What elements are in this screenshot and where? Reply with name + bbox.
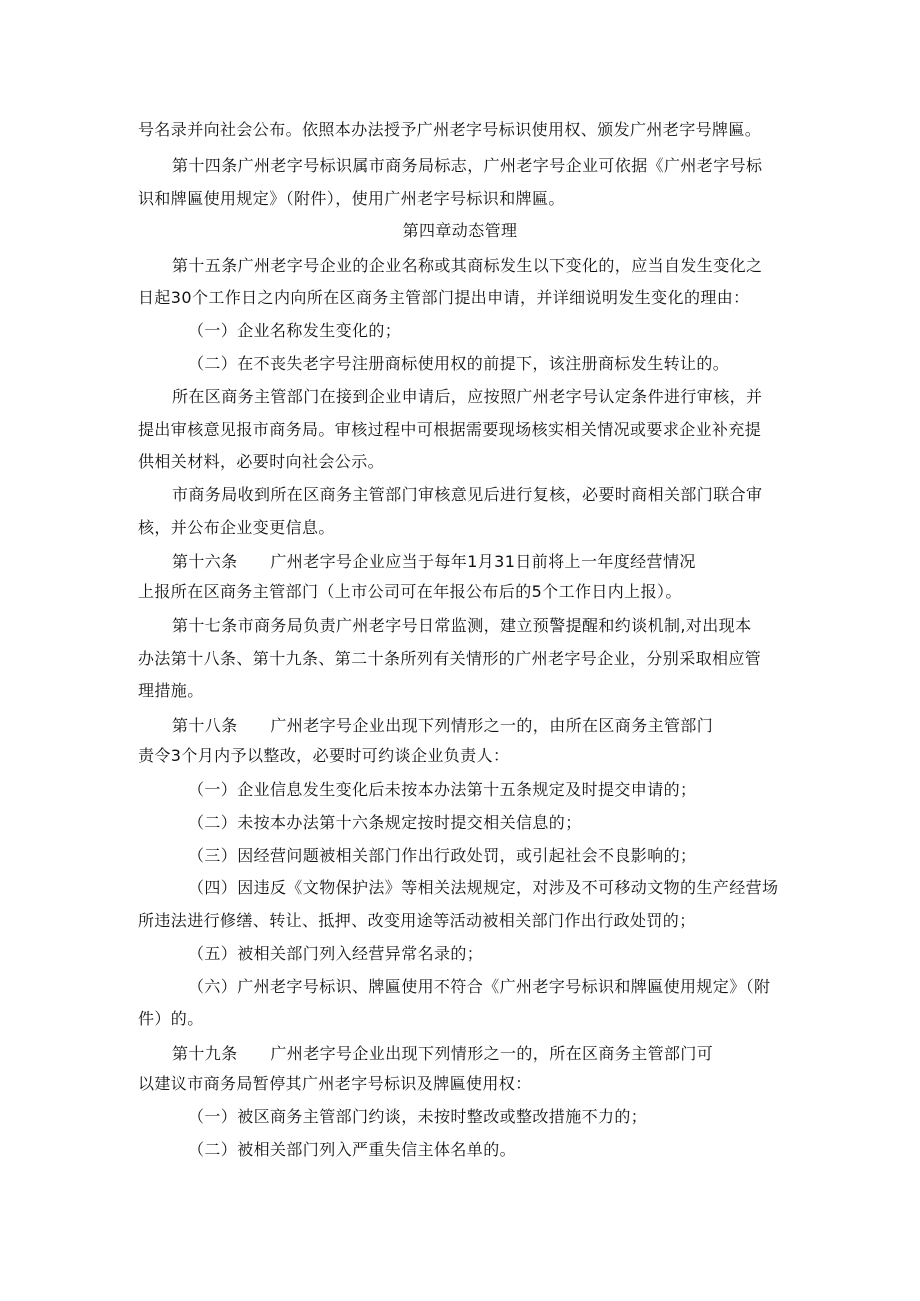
text-line: （一）企业名称发生变化的； [188, 321, 402, 340]
text-line: 号名录并向社会公布。依照本办法授予广州老字号标识使用权、颁发广州老字号牌匾。 [138, 120, 762, 139]
text-line: 第十六条 广州老字号企业应当于每年1月31日前将上一年度经营情况 [172, 552, 696, 571]
text-line: 所在区商务主管部门在接到企业申请后，应按照广州老字号认定条件进行审核，并 [172, 387, 763, 406]
text-line: 核，并公布企业变更信息。 [138, 518, 335, 537]
text-line: 提出审核意见报市商务局。审核过程中可根据需要现场核实相关情况或要求企业补充提 [138, 420, 762, 439]
text-line: （二）被相关部门列入严重失信主体名单的。 [188, 1140, 517, 1159]
text-line: 以建议市商务局暂停其广州老字号标识及牌匾使用权： [138, 1074, 532, 1093]
text-line: 第十九条 广州老字号企业出现下列情形之一的，所在区商务主管部门可 [172, 1044, 714, 1063]
text-line: 理措施。 [138, 681, 204, 700]
text-line: 供相关材料，必要时向社会公示。 [138, 452, 385, 471]
text-line: 件）的。 [138, 1009, 204, 1028]
text-line: 日起30个工作日之内向所在区商务主管部门提出申请，并详细说明发生变化的理由： [138, 288, 750, 307]
text-line: 第十五条广州老字号企业的企业名称或其商标发生以下变化的，应当自发生变化之 [172, 256, 763, 275]
text-line: （一）被区商务主管部门约谈，未按时整改或整改措施不力的； [188, 1107, 648, 1126]
text-line: 办法第十八条、第十九条、第二十条所列有关情形的广州老字号企业，分别采取相应管 [138, 649, 762, 668]
text-line: （一）企业信息发生变化后未按本办法第十五条规定及时提交申请的； [188, 780, 697, 799]
chapter-heading: 第四章动态管理 [402, 221, 518, 240]
text-line: 第十七条市商务局负责广州老字号日常监测，建立预警提醒和约谈机制,对出现本 [172, 616, 752, 635]
text-line: 市商务局收到所在区商务主管部门审核意见后进行复核，必要时商相关部门联合审 [172, 485, 763, 504]
text-line: （二）未按本办法第十六条规定按时提交相关信息的； [188, 813, 582, 832]
text-line: 所违法进行修缮、转让、抵押、改变用途等活动被相关部门作出行政处罚的； [138, 911, 696, 930]
text-line: （五）被相关部门列入经营异常名录的； [188, 944, 484, 963]
text-line: （四）因违反《文物保护法》等相关法规规定，对涉及不可移动文物的生产经营场 [188, 878, 779, 897]
text-line: 第十八条 广州老字号企业出现下列情形之一的，由所在区商务主管部门 [172, 716, 714, 735]
text-line: （二）在不丧失老字号注册商标使用权的前提下，该注册商标发生转让的。 [188, 354, 730, 373]
text-line: 第十四条广州老字号标识属市商务局标志，广州老字号企业可依据《广州老字号标 [172, 156, 763, 175]
text-line: （三）因经营问题被相关部门作出行政处罚，或引起社会不良影响的； [188, 846, 697, 865]
text-line: 责令3个月内予以整改，必要时可约谈企业负责人： [138, 746, 510, 765]
text-line: 上报所在区商务主管部门（上市公司可在年报公布后的5个工作日内上报）。 [138, 582, 682, 601]
text-line: 识和牌匾使用规定》（附件），使用广州老字号标识和牌匾。 [138, 189, 565, 208]
text-line: （六）广州老字号标识、牌匾使用不符合《广州老字号标识和牌匾使用规定》（附 [188, 977, 771, 996]
